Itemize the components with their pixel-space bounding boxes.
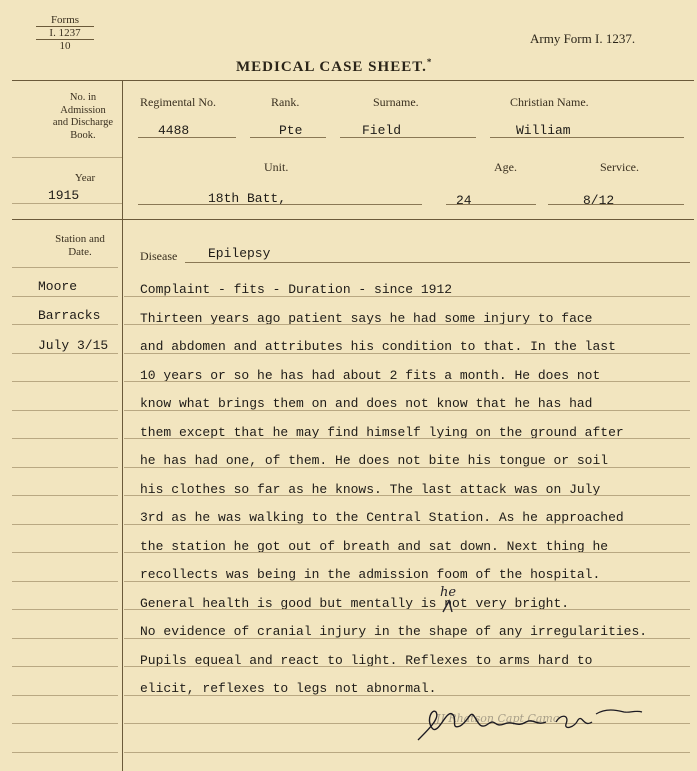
disease-value: Epilepsy [208, 246, 271, 261]
left-rule [12, 410, 118, 411]
title-text: MEDICAL CASE SHEET. [236, 59, 427, 75]
notes-rule [124, 467, 690, 468]
notes-rule [124, 666, 690, 667]
left-rule [12, 353, 118, 354]
title-mark: * [426, 57, 433, 67]
notes-rule [124, 552, 690, 553]
page-title [236, 57, 432, 76]
left-rule [12, 267, 118, 268]
note-line: them except that he may find himself lying on the ground after [140, 425, 624, 440]
left-rule [12, 495, 118, 496]
date-value: July 3/15 [38, 338, 109, 353]
forms-sub: 10 [59, 40, 71, 52]
note-line: General health is good but mentally is not very bright. [140, 596, 570, 611]
age-value: 24 [456, 193, 472, 208]
left-rule [12, 467, 118, 468]
regimental-no-label: Regimental No. [140, 95, 216, 109]
year-label: Year [74, 172, 96, 184]
left-rule [12, 524, 118, 525]
surname-label: Surname. [373, 95, 419, 109]
notes-rule [124, 609, 690, 610]
regimental-no-value: 4488 [158, 123, 190, 138]
service-label: Service. [600, 160, 639, 174]
forms-number: I. 1237 [36, 26, 94, 40]
notes-rule [124, 353, 690, 354]
note-line: Thirteen years ago patient says he had some injury to face [140, 311, 593, 326]
note-line: Pupils equeal and react to light. Reflexes to arms hard to [140, 653, 593, 668]
note-line: the station he got out of breath and sat down. Next thing he [140, 539, 609, 554]
station-line-2: Barracks [38, 308, 101, 323]
left-rule [12, 609, 118, 610]
note-line: No evidence of cranial injury in the shape of any irregularities. [140, 624, 648, 639]
note-line: recollects was being in the admission foom of the hospital. [140, 567, 601, 582]
left-rule [12, 552, 118, 553]
notes-rule [124, 695, 690, 696]
disease-label: Disease [140, 249, 178, 263]
age-label: Age. [494, 160, 517, 174]
regimental-no-line [138, 137, 236, 138]
left-rule [12, 752, 118, 753]
year-rule [12, 203, 122, 204]
notes-rule [124, 524, 690, 525]
left-rule [12, 438, 118, 439]
notes-rule [124, 438, 690, 439]
christian-name-value: William [516, 123, 571, 138]
note-line: 3rd as he was walking to the Central Station. As he approached [140, 510, 624, 525]
form-number-block [30, 14, 100, 52]
section-rule [12, 219, 694, 220]
forms-label: Forms [50, 14, 80, 26]
handwritten-insertion: he [440, 585, 457, 600]
station-date-label: Station and Date. [55, 233, 105, 258]
surname-line [340, 137, 476, 138]
notes-rule [124, 296, 690, 297]
unit-label: Unit. [264, 160, 289, 174]
note-line: know what brings them on and does not know that he has had [140, 396, 593, 411]
service-value: 8/12 [583, 193, 615, 208]
signature-text: JJ Rhatson Capt Camc [436, 712, 560, 725]
unit-value: 18th Batt, [208, 191, 287, 206]
notes-rule [124, 495, 690, 496]
rank-label: Rank. [271, 95, 300, 109]
service-line [548, 204, 684, 205]
christian-name-line [490, 137, 684, 138]
rank-value: Pte [279, 123, 303, 138]
left-rule [12, 581, 118, 582]
left-rule [12, 723, 118, 724]
note-line: 10 years or so he has had about 2 fits a month. He does not [140, 368, 601, 383]
year-value: 1915 [48, 188, 80, 203]
notes-rule [124, 381, 690, 382]
left-rule [12, 381, 118, 382]
surname-value: Field [362, 123, 402, 138]
notes-rule [124, 581, 690, 582]
note-line: and abdomen and attributes his condition to that. In the last [140, 339, 616, 354]
left-rule [12, 296, 118, 297]
notes-rule [124, 752, 690, 753]
caret-mark [441, 598, 455, 614]
admission-book-label: No. in Admission and Discharge Book. [52, 92, 114, 141]
note-line: his clothes so far as he knows. The last attack was on July [140, 482, 601, 497]
note-line: elicit, reflexes to legs not abnormal. [140, 681, 437, 696]
note-line: he has had one, of them. He does not bite his tongue or soil [140, 453, 609, 468]
army-form-number: Army Form I. 1237. [530, 31, 636, 46]
top-rule [12, 80, 694, 81]
unit-line [138, 204, 422, 205]
admission-rule [12, 157, 122, 158]
notes-rule [124, 324, 690, 325]
signature-scrawl [410, 700, 650, 750]
rank-line [250, 137, 326, 138]
left-rule [12, 666, 118, 667]
station-line-1: Moore [38, 279, 78, 294]
left-rule [12, 695, 118, 696]
note-line: Complaint - fits - Duration - since 1912 [140, 282, 453, 297]
signature [410, 700, 650, 750]
left-rule [12, 638, 118, 639]
christian-name-label: Christian Name. [510, 95, 589, 109]
notes-rule [124, 410, 690, 411]
disease-line [185, 262, 690, 263]
age-line [446, 204, 536, 205]
notes-rule [124, 638, 690, 639]
left-column-divider [122, 80, 123, 771]
left-rule [12, 324, 118, 325]
